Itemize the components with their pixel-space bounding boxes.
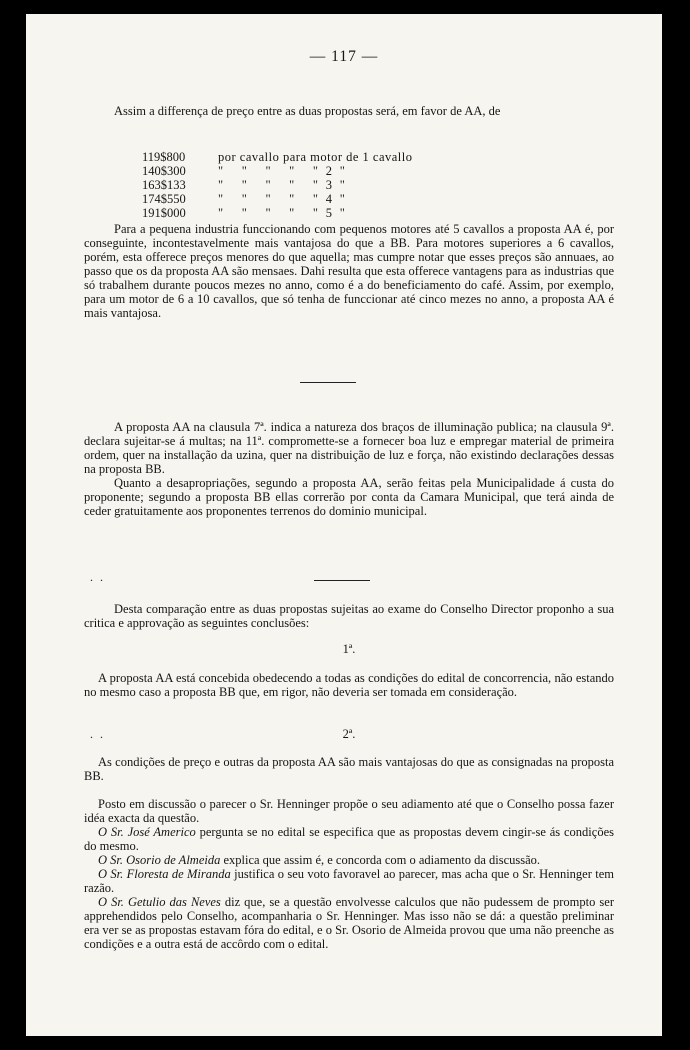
ellipsis-mark: . . <box>90 570 105 584</box>
speaker-name: O Sr. Floresta de Miranda <box>98 867 231 881</box>
conclusion-1-text: A proposta AA está concebida obedecendo a todas as condições do edital de concorrencia, não estando no mesmo caso a proposta BB que, em rigor, não deveria ser tomada em consideração. <box>84 671 614 699</box>
small-industry-text: Para a pequena industria funccionando com pequenos motores até 5 cavallos a proposta AA é, por conseguinte, incontestavelmente mais vantajosa do que a BB. Para motores superiores a 6 cavallos, porém, esta offerece preços menores do que aquella; mas cumpre notar que esses preços são annuaes, ao passo que os da proposta AA são mensaes. Dahi resulta que esta offerece vantagens para as industrias que só trabalhem durante poucos mezes no anno, como é a do beneficiamento do café. Assim, por exemplo, para um motor de 6 a 10 cavallos, que só tenha de funccionar até cinco mezes no anno, a proposta AA é mais vantajosa. <box>84 222 614 320</box>
section-divider <box>314 580 370 581</box>
intro-paragraph <box>84 104 614 118</box>
speech-paragraph: O Sr. Osorio de Almeida explica que assim é, e concorda com o adiamento da discussão. <box>98 853 541 867</box>
table-row: 163$133 " " " " " 3 " <box>142 178 346 192</box>
table-row: 174$550 " " " " " 4 " <box>142 192 346 206</box>
ellipsis-mark: . . <box>90 727 105 741</box>
page-number: — 117 — <box>309 48 379 65</box>
table-row: 119$800 por cavallo para motor de 1 cavallo <box>142 150 413 164</box>
table-row: 191$000 " " " " " 5 " <box>142 206 346 220</box>
discussion-section <box>84 797 614 951</box>
expropriations-text: Quanto a desapropriações, segundo a proposta AA, serão feitas pela Municipalidade á custa do proponente; segundo a proposta BB ellas correrão por conta da Camara Municipal, que terá ainda de ceder gratuitamente aos proponentes terrenos do dominio municipal. <box>84 476 614 518</box>
conclusion-1-heading: 1ª. <box>342 642 356 656</box>
conclusion-2-heading: 2ª. <box>342 727 356 741</box>
speech-paragraph: O Sr. José Americo pergunta se no edital se especifica que as propostas devem cingir-se ás condições do mesmo. <box>84 825 614 853</box>
intro-text: Assim a differença de preço entre as duas propostas será, em favor de AA, de <box>114 104 501 118</box>
discussion-text: Posto em discussão o parecer o Sr. Henninger propõe o seu adiamento até que o Conselho possa fazer idéa exacta da questão. <box>84 797 614 825</box>
clauses-text: A proposta AA na clausula 7ª. indica a natureza dos braços de illuminação publica; na clausula 9ª. declara sujeitar-se á multas; na 11ª. compromette-se a fornecer boa luz e empregar material de primeira ordem, quer na installação da uzina, quer na distribuição de luz e força, não existindo declarações dessas na proposta BB. <box>84 420 614 476</box>
conclusion-2-text: As condições de preço e outras da proposta AA são mais vantajosas do que as consignadas na proposta BB. <box>84 755 614 783</box>
speaker-name: O Sr. José Americo <box>98 825 196 839</box>
speaker-name: O Sr. Osorio de Almeida <box>98 853 221 867</box>
conclusion-1 <box>84 671 614 699</box>
small-industry-paragraph <box>84 222 614 320</box>
speaker-name: O Sr. Getulio das Neves <box>98 895 221 909</box>
price-table <box>142 150 413 220</box>
comparison-paragraph <box>84 602 614 630</box>
comparison-text: Desta comparação entre as duas propostas sujeitas ao exame do Conselho Director proponho a sua critica e approvação as seguintes conclusões: <box>84 602 614 630</box>
section-divider <box>300 382 356 383</box>
speech-paragraph: O Sr. Floresta de Miranda justifica o seu voto favoravel ao parecer, mas acha que o Sr. Henninger tem razão. <box>84 867 615 895</box>
speech-paragraph: O Sr. Getulio das Neves diz que, se a questão envolvesse calculos que não pudessem de prompto ser apprehendidos pelo Conselho, acompanharia o Sr. Henninger. Mas isso não se dá: a questão preliminar era ver se as propostas estavam fóra do edital, e o Sr. Osorio de Almeida provou que uma não preenche as condições e a outra está de accôrdo com o edital. <box>84 895 614 951</box>
conclusion-2 <box>84 755 614 783</box>
table-row: 140$300 " " " " " 2 " <box>142 164 346 178</box>
document-page <box>26 14 662 1036</box>
clauses-section <box>84 420 614 518</box>
